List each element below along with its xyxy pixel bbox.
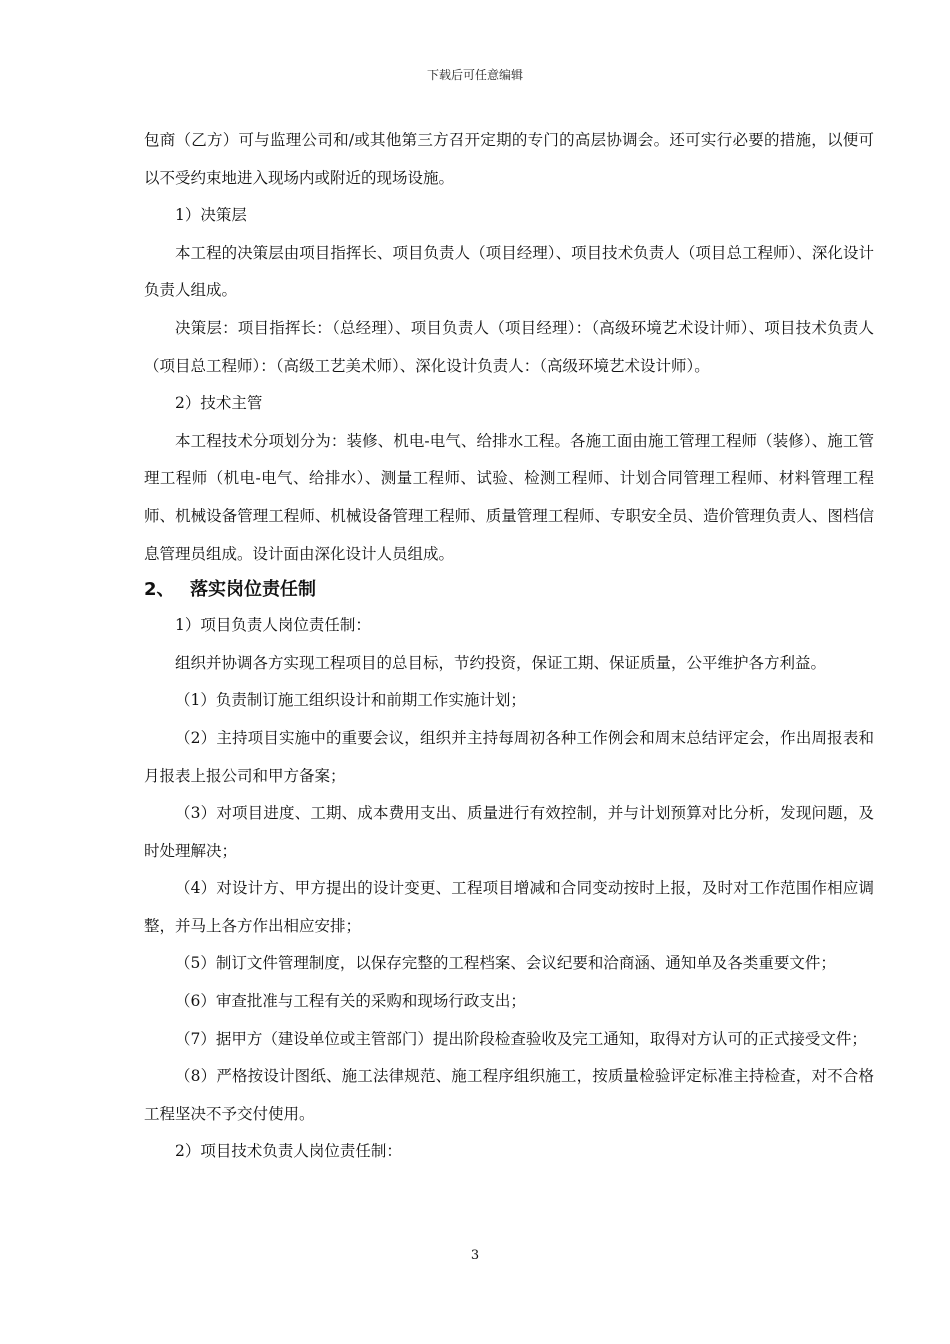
body-paragraph: 1）决策层 [175, 206, 247, 225]
body-paragraph: （7）据甲方（建设单位或主管部门）提出阶段检查验收及完工通知，取得对方认可的正式接受文件； [175, 1029, 867, 1048]
body-paragraph: 2）技术主管 [175, 394, 263, 413]
paragraph-group-top [144, 122, 874, 573]
paragraph-group-bottom [144, 607, 874, 1171]
body-paragraph: 组织并协调各方实现工程项目的总目标，节约投资，保证工期、保证质量，公平维护各方利益。 [175, 653, 827, 672]
section-title: 落实岗位责任制 [190, 579, 316, 601]
section-heading [144, 573, 874, 607]
body-paragraph: 包商（乙方）可与监理公司和/或其他第三方召开定期的专门的高层协调会。还可实行必要的措施，以便可以不受约束地进入现场内或附近的现场设施。 [144, 131, 874, 187]
body-paragraph: 本工程的决策层由项目指挥长、项目负责人（项目经理）、项目技术负责人（项目总工程师）、深化设计负责人组成。 [144, 243, 874, 300]
document-body [144, 122, 874, 1171]
body-paragraph: 2）项目技术负责人岗位责任制： [175, 1142, 402, 1161]
body-paragraph: 1）项目负责人岗位责任制： [175, 616, 371, 635]
body-paragraph: （2）主持项目实施中的重要会议，组织并主持每周初各种工作例会和周末总结评定会，作出周报表和月报表上报公司和甲方备案； [144, 728, 874, 785]
body-paragraph: （1）负责制订施工组织设计和前期工作实施计划； [175, 691, 526, 710]
body-paragraph: （8）严格按设计图纸、施工法律规范、施工程序组织施工，按质量检验评定标准主持检查，对不合格工程坚决不予交付使用。 [144, 1067, 874, 1123]
body-paragraph: 决策层：项目指挥长：（总经理）、项目负责人（项目经理）：（高级环境艺术设计师）、项目技术负责人（项目总工程师）：（高级工艺美术师）、深化设计负责人：（高级环境艺术设计师）。 [144, 318, 874, 375]
body-paragraph: （4）对设计方、甲方提出的设计变更、工程项目增减和合同变动按时上报，及时对工作范围作相应调整，并马上各方作出相应安排； [144, 879, 874, 935]
body-paragraph: 本工程技术分项划分为：装修、机电-电气、给排水工程。各施工面由施工管理工程师（装修）、施工管理工程师（机电-电气、给排水）、测量工程师、试验、检测工程师、计划合同管理工程师、材料管理工程师、机械设备管理工程师、机械设备管理工程师、质量管理工程师、专职安全员、造价管理负责人、图档信息管理员组成。设计面由深化设计人员组成。 [144, 431, 874, 563]
page-header: 下载后可任意编辑 [426, 68, 523, 82]
section-number: 2、 [144, 579, 175, 601]
body-paragraph: （5）制订文件管理制度，以保存完整的工程档案、会议纪要和洽商涵、通知单及各类重要文件； [175, 954, 836, 973]
body-paragraph: （6）审查批准与工程有关的采购和现场行政支出； [175, 992, 526, 1011]
body-paragraph: （3）对项目进度、工期、成本费用支出、质量进行有效控制，并与计划预算对比分析，发现问题，及时处理解决； [144, 804, 874, 860]
page-number: 3 [470, 1248, 480, 1263]
